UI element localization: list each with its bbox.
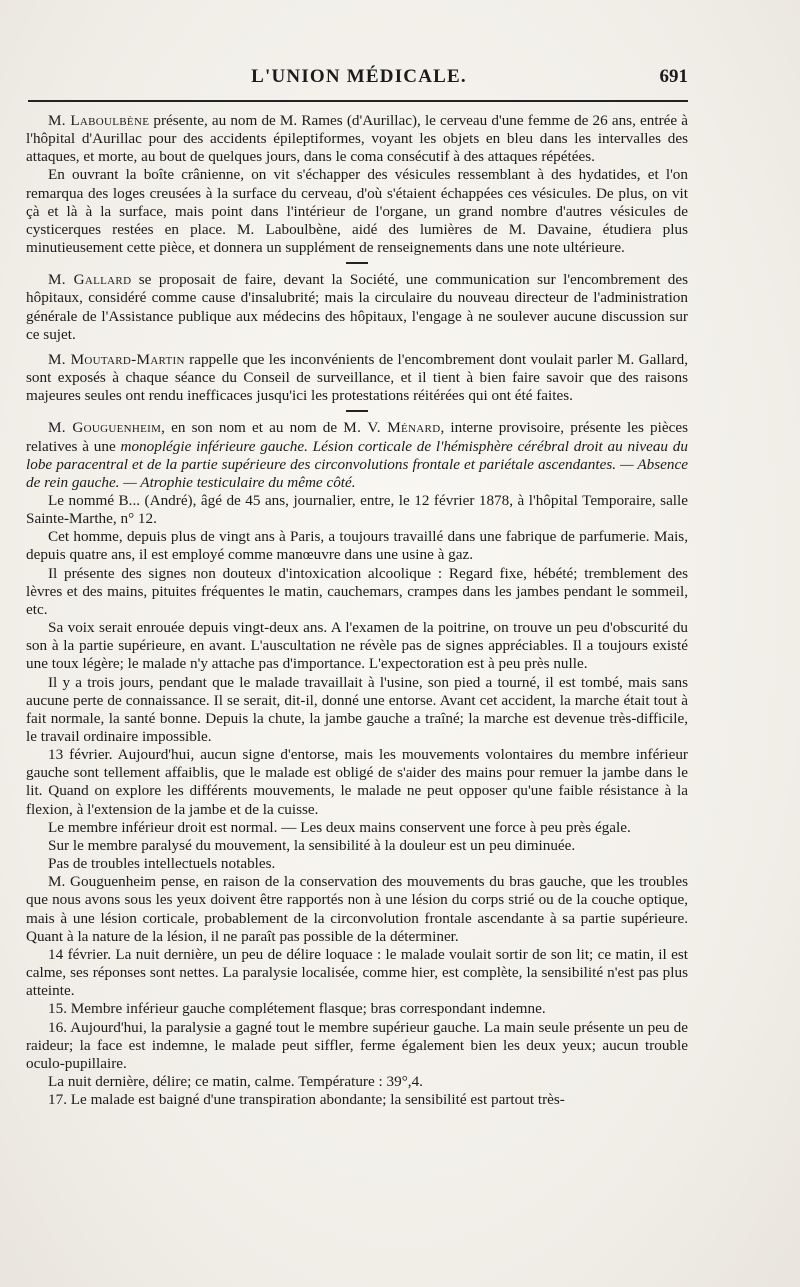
paragraph: Sur le membre paralysé du mouvement, la sensibilité à la douleur est un peu diminuée.	[48, 836, 576, 854]
page-number: 691	[659, 66, 688, 87]
paragraph-text: présente, au nom de M. Rames (d'Aurillac), le cerveau d'une femme de 26 ans, entrée à l'hôpital d'Aurillac pour des accidents épileptiformes, voyant les objets en bleu dans les intervalles des attaques, et morte, au bout de quelques jours, dans le coma consécutif à des attaques répétées.	[26, 112, 688, 166]
paragraph-text: , en son nom et au nom de	[161, 419, 344, 437]
paragraph: Sa voix serait enrouée depuis vingt-deux ans. A l'examen de la poitrine, on trouve un peu d'obscurité du son à la partie supérieure, en avant. L'auscultation ne révèle pas de signes appréciables. Il a toujours existé une toux légère; le malade n'y attache pas d'importance. L'expectoration est à peu près nulle.	[26, 619, 688, 673]
paragraph-gallard	[26, 271, 688, 344]
paragraph: Pas de troubles intellectuels notables.	[48, 855, 276, 873]
paragraph-gouguenheim	[26, 419, 688, 492]
page-header	[30, 58, 688, 98]
section-separator	[346, 262, 368, 264]
paragraph: Il y a trois jours, pendant que le malade travaillait à l'usine, son pied a tourné, il est tombé, mais sans aucune perte de connaissance. Il se serait, dit-il, donné une entorse. Avant cet accident, la marche était tout à fait normale, la santé bonne. Depuis la chute, la jambe gauche a traîné; la marche est devenue très-difficile, le travail ordinaire impossible.	[26, 673, 688, 745]
paragraph: M. Gouguenheim pense, en raison de la conservation des mouvements du bras gauche, que les troubles que nous avons sous les yeux doivent être rapportés non à une lésion du corps strié ou de la couche optique, mais à une lésion corticale, probablement de la circonvolution frontale ascendante à sa partie supérieure. Quant à la nature de la lésion, il ne paraît pas possible de la déterminer.	[26, 873, 688, 945]
paragraph: 15. Membre inférieur gauche complétement flasque; bras correspondant indemne.	[48, 1000, 546, 1018]
paragraph: Le nommé B... (André), âgé de 45 ans, journalier, entre, le 12 février 1878, à l'hôpital Temporaire, salle Sainte-Marthe, n° 12.	[26, 491, 688, 528]
paragraph-text: rappelle que les inconvénients de l'encombrement dont voulait parler M. Gallard, sont exposés à chaque séance du Conseil de surveillance, et il tient à bien faire savoir que des raisons majeures seules ont rendu inefficaces jusqu'ici les protestations réitérées qui ont été faites.	[26, 350, 688, 405]
paragraph: 14 février. La nuit dernière, un peu de délire loquace : le malade voulait sortir de son lit; ce matin, il est calme, ses réponses sont nettes. La paralysie localisée, comme hier, est complète, la sensibilité n'est pas plus atteinte.	[26, 945, 688, 1000]
paragraph-moutard-martin	[26, 351, 688, 405]
paragraph: 16. Aujourd'hui, la paralysie a gagné tout le membre supérieur gauche. La main seule présente un peu de raideur; la face est indemne, le malade peut siffler, ferme également bien les deux yeux; aucun trouble oculo-pupillaire.	[26, 1018, 688, 1072]
paragraph-text: se proposait de faire, devant la Société, une communication sur l'encombrement des hôpitaux, considéré comme cause d'insalubrité; mais la circulaire du nouveau directeur de l'administration générale de l'Assistance publique aux médecins des hôpitaux, l'engage à ne soulever aucune discussion sur ce sujet.	[26, 271, 688, 343]
paragraph: En ouvrant la boîte crânienne, on vit s'échapper des vésicules ressemblant à des hydatides, et l'on remarqua des loges creusées à la surface du cerveau, d'où s'étaient échappées ces vésicules. De plus, on vit çà et là à la surface, mais point dans l'intérieur de l'organe, un grand nombre d'autres vésicules de cysticerques restées en place. M. Laboulbène, aidé des lumières de M. Davaine, étudiera plus minutieusement cette pièce, et donnera un supplément de renseignements dans une note ultérieure.	[26, 166, 688, 257]
paragraph-gap	[26, 344, 688, 351]
paragraph: Cet homme, depuis plus de vingt ans à Paris, a toujours travaillé dans une fabrique de parfumerie. Mais, depuis quatre ans, il est employé comme manœuvre dans une usine à gaz.	[26, 528, 688, 564]
speaker-name: M. Laboulbène	[48, 112, 150, 129]
paragraph-text: , interne provisoire, présente les pièces relatives à une	[26, 419, 688, 455]
paragraph: Le membre inférieur droit est normal. — Les deux mains conservent une force à peu près égale.	[48, 818, 631, 836]
article-body	[26, 112, 688, 1109]
running-title: L'UNION MÉDICALE.	[251, 66, 467, 87]
header-rule	[28, 100, 688, 102]
paragraph: 17. Le malade est baigné d'une transpiration abondante; la sensibilité est partout très-	[48, 1091, 565, 1109]
section-separator	[346, 410, 368, 412]
speaker-name: M. V. Ménard	[343, 419, 441, 437]
paragraph: 13 février. Aujourd'hui, aucun signe d'entorse, mais les mouvements volontaires du membre inférieur gauche sont tellement affaiblis, que le malade est obligé de s'aider des mains pour remuer la jambe dans le lit. Quand on explore les différents mouvements, le malade ne peut opposer qu'une faible résistance à la flexion, à l'extension de la jambe et de la cuisse.	[26, 746, 688, 818]
paragraph-laboulbene	[26, 112, 688, 166]
speaker-name: M. Gallard	[48, 271, 132, 289]
paragraph: La nuit dernière, délire; ce matin, calme. Température : 39°,4.	[48, 1072, 423, 1090]
speaker-name: M. Gouguenheim	[48, 419, 162, 437]
speaker-name: M. Moutard-Martin	[48, 350, 185, 368]
case-title: monoplégie inférieure gauche. Lésion corticale de l'hémisphère cérébral droit au niveau du lobe paracentral et de la partie supérieure des circonvolutions frontale et pariétale ascendantes. — Absence de rein gauche. — Atrophie testiculaire du même côté.	[26, 437, 688, 491]
paragraph: Il présente des signes non douteux d'intoxication alcoolique : Regard fixe, hébété; tremblement des lèvres et des mains, pituites fréquentes le matin, cauchemars, crampes dans les jambes pendant le sommeil, etc.	[26, 564, 688, 618]
